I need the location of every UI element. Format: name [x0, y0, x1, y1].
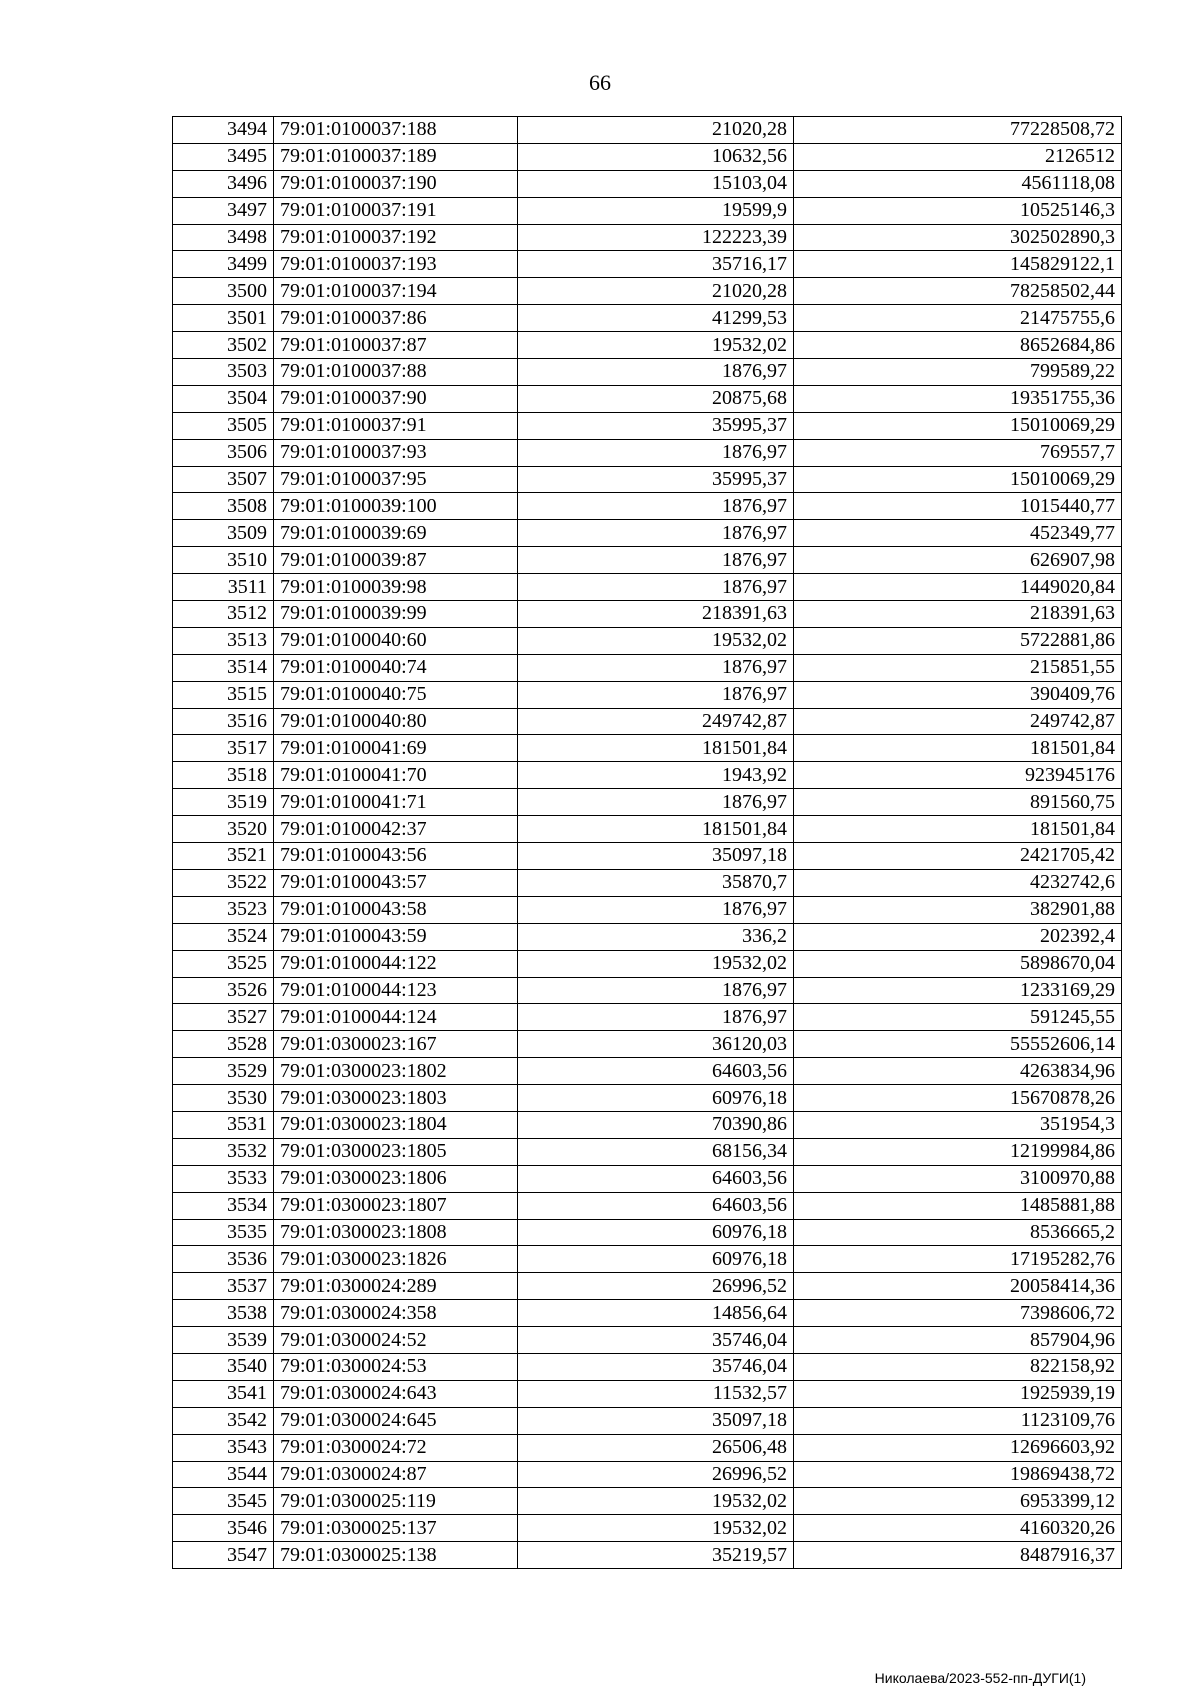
table-row	[173, 170, 1122, 197]
cadastral-value-cell: 77228508,72	[794, 117, 1122, 144]
cadastral-value-cell: 2126512	[794, 143, 1122, 170]
table-row	[173, 466, 1122, 493]
cadastral-number-cell: 79:01:0100042:37	[274, 816, 518, 843]
area-cell: 1876,97	[518, 654, 794, 681]
table-row	[173, 332, 1122, 359]
cadastral-number-cell: 79:01:0300025:119	[274, 1488, 518, 1515]
row-number-cell: 3535	[173, 1219, 274, 1246]
table-row	[173, 1273, 1122, 1300]
area-cell: 19532,02	[518, 950, 794, 977]
cadastral-value-cell: 626907,98	[794, 547, 1122, 574]
table-row	[173, 117, 1122, 144]
row-number-cell: 3541	[173, 1380, 274, 1407]
table-row	[173, 681, 1122, 708]
row-number-cell: 3494	[173, 117, 274, 144]
cadastral-number-cell: 79:01:0100041:69	[274, 735, 518, 762]
area-cell: 1876,97	[518, 896, 794, 923]
area-cell: 26996,52	[518, 1273, 794, 1300]
row-number-cell: 3511	[173, 574, 274, 601]
table-body	[173, 117, 1122, 1569]
cadastral-value-cell: 5722881,86	[794, 627, 1122, 654]
cadastral-value-cell: 382901,88	[794, 896, 1122, 923]
cadastral-value-cell: 857904,96	[794, 1327, 1122, 1354]
area-cell: 35219,57	[518, 1542, 794, 1569]
row-number-cell: 3547	[173, 1542, 274, 1569]
row-number-cell: 3545	[173, 1488, 274, 1515]
cadastral-number-cell: 79:01:0300024:72	[274, 1434, 518, 1461]
area-cell: 218391,63	[518, 601, 794, 628]
cadastral-value-cell: 6953399,12	[794, 1488, 1122, 1515]
cadastral-number-cell: 79:01:0100040:60	[274, 627, 518, 654]
cadastral-value-cell: 15670878,26	[794, 1085, 1122, 1112]
cadastral-value-cell: 1449020,84	[794, 574, 1122, 601]
row-number-cell: 3508	[173, 493, 274, 520]
area-cell: 35995,37	[518, 466, 794, 493]
table-row	[173, 1085, 1122, 1112]
table-row	[173, 493, 1122, 520]
cadastral-value-table	[172, 116, 1122, 1569]
cadastral-number-cell: 79:01:0100044:124	[274, 1004, 518, 1031]
table-row	[173, 627, 1122, 654]
cadastral-value-cell: 20058414,36	[794, 1273, 1122, 1300]
row-number-cell: 3534	[173, 1192, 274, 1219]
area-cell: 60976,18	[518, 1219, 794, 1246]
area-cell: 1876,97	[518, 681, 794, 708]
row-number-cell: 3544	[173, 1461, 274, 1488]
table-row	[173, 762, 1122, 789]
area-cell: 122223,39	[518, 224, 794, 251]
row-number-cell: 3516	[173, 708, 274, 735]
row-number-cell: 3501	[173, 305, 274, 332]
cadastral-value-cell: 202392,4	[794, 923, 1122, 950]
cadastral-number-cell: 79:01:0100041:70	[274, 762, 518, 789]
cadastral-number-cell: 79:01:0100043:57	[274, 869, 518, 896]
cadastral-value-cell: 8536665,2	[794, 1219, 1122, 1246]
area-cell: 1943,92	[518, 762, 794, 789]
cadastral-number-cell: 79:01:0300023:1803	[274, 1085, 518, 1112]
row-number-cell: 3539	[173, 1327, 274, 1354]
cadastral-number-cell: 79:01:0300023:167	[274, 1031, 518, 1058]
cadastral-number-cell: 79:01:0300023:1826	[274, 1246, 518, 1273]
area-cell: 26996,52	[518, 1461, 794, 1488]
table-row	[173, 224, 1122, 251]
row-number-cell: 3522	[173, 869, 274, 896]
area-cell: 21020,28	[518, 117, 794, 144]
cadastral-number-cell: 79:01:0100044:122	[274, 950, 518, 977]
row-number-cell: 3517	[173, 735, 274, 762]
cadastral-value-cell: 19351755,36	[794, 385, 1122, 412]
row-number-cell: 3504	[173, 385, 274, 412]
table-row	[173, 1327, 1122, 1354]
table-row	[173, 385, 1122, 412]
table-row	[173, 1138, 1122, 1165]
table-row	[173, 143, 1122, 170]
area-cell: 35097,18	[518, 1407, 794, 1434]
row-number-cell: 3513	[173, 627, 274, 654]
area-cell: 181501,84	[518, 816, 794, 843]
row-number-cell: 3521	[173, 843, 274, 870]
cadastral-value-cell: 249742,87	[794, 708, 1122, 735]
table-row	[173, 1165, 1122, 1192]
cadastral-number-cell: 79:01:0100037:95	[274, 466, 518, 493]
row-number-cell: 3502	[173, 332, 274, 359]
row-number-cell: 3496	[173, 170, 274, 197]
table-row	[173, 1380, 1122, 1407]
table-row	[173, 923, 1122, 950]
area-cell: 20875,68	[518, 385, 794, 412]
area-cell: 41299,53	[518, 305, 794, 332]
row-number-cell: 3531	[173, 1111, 274, 1138]
cadastral-value-cell: 12199984,86	[794, 1138, 1122, 1165]
page-number: 66	[589, 70, 611, 95]
area-cell: 1876,97	[518, 359, 794, 386]
area-cell: 35995,37	[518, 412, 794, 439]
cadastral-value-cell: 21475755,6	[794, 305, 1122, 332]
area-cell: 249742,87	[518, 708, 794, 735]
cadastral-value-cell: 390409,76	[794, 681, 1122, 708]
cadastral-value-cell: 4263834,96	[794, 1058, 1122, 1085]
table-row	[173, 601, 1122, 628]
table-row	[173, 1300, 1122, 1327]
cadastral-value-cell: 17195282,76	[794, 1246, 1122, 1273]
row-number-cell: 3506	[173, 439, 274, 466]
cadastral-value-cell: 181501,84	[794, 735, 1122, 762]
table-row	[173, 1219, 1122, 1246]
area-cell: 35746,04	[518, 1353, 794, 1380]
table-row	[173, 950, 1122, 977]
cadastral-value-cell: 799589,22	[794, 359, 1122, 386]
cadastral-number-cell: 79:01:0300023:1806	[274, 1165, 518, 1192]
cadastral-number-cell: 79:01:0100039:69	[274, 520, 518, 547]
cadastral-number-cell: 79:01:0100037:87	[274, 332, 518, 359]
cadastral-number-cell: 79:01:0300023:1804	[274, 1111, 518, 1138]
cadastral-value-cell: 351954,3	[794, 1111, 1122, 1138]
cadastral-value-cell: 769557,7	[794, 439, 1122, 466]
cadastral-value-cell: 591245,55	[794, 1004, 1122, 1031]
table-row	[173, 1111, 1122, 1138]
row-number-cell: 3546	[173, 1515, 274, 1542]
row-number-cell: 3540	[173, 1353, 274, 1380]
row-number-cell: 3527	[173, 1004, 274, 1031]
row-number-cell: 3528	[173, 1031, 274, 1058]
row-number-cell: 3519	[173, 789, 274, 816]
table-row	[173, 1246, 1122, 1273]
cadastral-number-cell: 79:01:0100037:192	[274, 224, 518, 251]
cadastral-value-cell: 3100970,88	[794, 1165, 1122, 1192]
cadastral-number-cell: 79:01:0100037:193	[274, 251, 518, 278]
table-row	[173, 735, 1122, 762]
cadastral-number-cell: 79:01:0100037:190	[274, 170, 518, 197]
area-cell: 36120,03	[518, 1031, 794, 1058]
area-cell: 35716,17	[518, 251, 794, 278]
table-row	[173, 412, 1122, 439]
row-number-cell: 3543	[173, 1434, 274, 1461]
area-cell: 1876,97	[518, 977, 794, 1004]
cadastral-value-cell: 7398606,72	[794, 1300, 1122, 1327]
cadastral-value-cell: 215851,55	[794, 654, 1122, 681]
cadastral-value-cell: 15010069,29	[794, 412, 1122, 439]
cadastral-number-cell: 79:01:0300025:137	[274, 1515, 518, 1542]
cadastral-value-cell: 5898670,04	[794, 950, 1122, 977]
cadastral-value-cell: 1123109,76	[794, 1407, 1122, 1434]
cadastral-number-cell: 79:01:0300023:1802	[274, 1058, 518, 1085]
area-cell: 1876,97	[518, 789, 794, 816]
area-cell: 26506,48	[518, 1434, 794, 1461]
row-number-cell: 3523	[173, 896, 274, 923]
table-row	[173, 574, 1122, 601]
table-row	[173, 977, 1122, 1004]
cadastral-number-cell: 79:01:0300023:1808	[274, 1219, 518, 1246]
row-number-cell: 3537	[173, 1273, 274, 1300]
cadastral-value-cell: 8487916,37	[794, 1542, 1122, 1569]
cadastral-value-cell: 1233169,29	[794, 977, 1122, 1004]
table-row	[173, 1434, 1122, 1461]
row-number-cell: 3503	[173, 359, 274, 386]
cadastral-value-cell: 822158,92	[794, 1353, 1122, 1380]
table-row	[173, 708, 1122, 735]
cadastral-value-cell: 891560,75	[794, 789, 1122, 816]
table-row	[173, 1004, 1122, 1031]
row-number-cell: 3500	[173, 278, 274, 305]
row-number-cell: 3532	[173, 1138, 274, 1165]
row-number-cell: 3505	[173, 412, 274, 439]
cadastral-value-cell: 8652684,86	[794, 332, 1122, 359]
cadastral-value-cell: 78258502,44	[794, 278, 1122, 305]
cadastral-value-cell: 15010069,29	[794, 466, 1122, 493]
cadastral-number-cell: 79:01:0100037:188	[274, 117, 518, 144]
cadastral-number-cell: 79:01:0100043:58	[274, 896, 518, 923]
cadastral-number-cell: 79:01:0100037:86	[274, 305, 518, 332]
row-number-cell: 3510	[173, 547, 274, 574]
cadastral-number-cell: 79:01:0100039:99	[274, 601, 518, 628]
cadastral-value-cell: 2421705,42	[794, 843, 1122, 870]
row-number-cell: 3514	[173, 654, 274, 681]
area-cell: 11532,57	[518, 1380, 794, 1407]
table-row	[173, 197, 1122, 224]
table-row	[173, 843, 1122, 870]
row-number-cell: 3525	[173, 950, 274, 977]
area-cell: 19532,02	[518, 1488, 794, 1515]
area-cell: 70390,86	[518, 1111, 794, 1138]
row-number-cell: 3518	[173, 762, 274, 789]
area-cell: 68156,34	[518, 1138, 794, 1165]
cadastral-number-cell: 79:01:0300024:53	[274, 1353, 518, 1380]
cadastral-value-cell: 4232742,6	[794, 869, 1122, 896]
table-row	[173, 305, 1122, 332]
area-cell: 19532,02	[518, 1515, 794, 1542]
cadastral-number-cell: 79:01:0100037:88	[274, 359, 518, 386]
table-row	[173, 1058, 1122, 1085]
row-number-cell: 3538	[173, 1300, 274, 1327]
table-row	[173, 278, 1122, 305]
table-row	[173, 520, 1122, 547]
cadastral-value-cell: 181501,84	[794, 816, 1122, 843]
cadastral-number-cell: 79:01:0300023:1805	[274, 1138, 518, 1165]
table-row	[173, 1407, 1122, 1434]
row-number-cell: 3520	[173, 816, 274, 843]
table-row	[173, 789, 1122, 816]
cadastral-number-cell: 79:01:0100044:123	[274, 977, 518, 1004]
row-number-cell: 3497	[173, 197, 274, 224]
cadastral-number-cell: 79:01:0300023:1807	[274, 1192, 518, 1219]
area-cell: 1876,97	[518, 547, 794, 574]
area-cell: 19599,9	[518, 197, 794, 224]
cadastral-value-cell: 923945176	[794, 762, 1122, 789]
area-cell: 336,2	[518, 923, 794, 950]
cadastral-number-cell: 79:01:0300024:645	[274, 1407, 518, 1434]
area-cell: 64603,56	[518, 1192, 794, 1219]
cadastral-value-cell: 4160320,26	[794, 1515, 1122, 1542]
row-number-cell: 3509	[173, 520, 274, 547]
table-row	[173, 439, 1122, 466]
cadastral-number-cell: 79:01:0300024:52	[274, 1327, 518, 1354]
row-number-cell: 3498	[173, 224, 274, 251]
area-cell: 181501,84	[518, 735, 794, 762]
cadastral-value-cell: 4561118,08	[794, 170, 1122, 197]
row-number-cell: 3495	[173, 143, 274, 170]
area-cell: 19532,02	[518, 627, 794, 654]
area-cell: 1876,97	[518, 1004, 794, 1031]
table-row	[173, 1031, 1122, 1058]
row-number-cell: 3499	[173, 251, 274, 278]
area-cell: 35746,04	[518, 1327, 794, 1354]
row-number-cell: 3529	[173, 1058, 274, 1085]
row-number-cell: 3530	[173, 1085, 274, 1112]
table-row	[173, 816, 1122, 843]
document-footer-code: Николаева/2023-552-пп-ДУГИ(1)	[874, 1670, 1086, 1686]
cadastral-number-cell: 79:01:0100040:80	[274, 708, 518, 735]
cadastral-number-cell: 79:01:0100043:59	[274, 923, 518, 950]
cadastral-number-cell: 79:01:0100037:90	[274, 385, 518, 412]
cadastral-value-cell: 302502890,3	[794, 224, 1122, 251]
table-row	[173, 1461, 1122, 1488]
cadastral-value-cell: 55552606,14	[794, 1031, 1122, 1058]
area-cell: 14856,64	[518, 1300, 794, 1327]
table-row	[173, 1192, 1122, 1219]
area-cell: 15103,04	[518, 170, 794, 197]
table-row	[173, 1353, 1122, 1380]
table-row	[173, 654, 1122, 681]
cadastral-number-cell: 79:01:0100037:91	[274, 412, 518, 439]
area-cell: 1876,97	[518, 574, 794, 601]
cadastral-number-cell: 79:01:0100039:87	[274, 547, 518, 574]
row-number-cell: 3515	[173, 681, 274, 708]
row-number-cell: 3536	[173, 1246, 274, 1273]
cadastral-number-cell: 79:01:0100037:189	[274, 143, 518, 170]
table-row	[173, 896, 1122, 923]
table-row	[173, 251, 1122, 278]
area-cell: 64603,56	[518, 1165, 794, 1192]
cadastral-value-cell: 1485881,88	[794, 1192, 1122, 1219]
cadastral-value-cell: 1015440,77	[794, 493, 1122, 520]
cadastral-value-cell: 10525146,3	[794, 197, 1122, 224]
row-number-cell: 3512	[173, 601, 274, 628]
area-cell: 1876,97	[518, 520, 794, 547]
cadastral-number-cell: 79:01:0100039:100	[274, 493, 518, 520]
cadastral-value-cell: 145829122,1	[794, 251, 1122, 278]
row-number-cell: 3542	[173, 1407, 274, 1434]
row-number-cell: 3533	[173, 1165, 274, 1192]
cadastral-number-cell: 79:01:0300024:87	[274, 1461, 518, 1488]
cadastral-number-cell: 79:01:0100037:194	[274, 278, 518, 305]
cadastral-number-cell: 79:01:0100037:93	[274, 439, 518, 466]
cadastral-number-cell: 79:01:0300024:358	[274, 1300, 518, 1327]
table-row	[173, 1488, 1122, 1515]
cadastral-number-cell: 79:01:0100039:98	[274, 574, 518, 601]
row-number-cell: 3524	[173, 923, 274, 950]
cadastral-value-cell: 1925939,19	[794, 1380, 1122, 1407]
table-row	[173, 359, 1122, 386]
area-cell: 1876,97	[518, 493, 794, 520]
area-cell: 35097,18	[518, 843, 794, 870]
area-cell: 19532,02	[518, 332, 794, 359]
cadastral-value-cell: 218391,63	[794, 601, 1122, 628]
row-number-cell: 3526	[173, 977, 274, 1004]
cadastral-number-cell: 79:01:0300024:289	[274, 1273, 518, 1300]
table-row	[173, 1515, 1122, 1542]
cadastral-number-cell: 79:01:0100040:74	[274, 654, 518, 681]
cadastral-number-cell: 79:01:0300025:138	[274, 1542, 518, 1569]
table-row	[173, 869, 1122, 896]
cadastral-number-cell: 79:01:0100040:75	[274, 681, 518, 708]
cadastral-value-cell: 12696603,92	[794, 1434, 1122, 1461]
cadastral-number-cell: 79:01:0300024:643	[274, 1380, 518, 1407]
cadastral-number-cell: 79:01:0100037:191	[274, 197, 518, 224]
cadastral-value-cell: 452349,77	[794, 520, 1122, 547]
area-cell: 64603,56	[518, 1058, 794, 1085]
table-row	[173, 547, 1122, 574]
cadastral-number-cell: 79:01:0100041:71	[274, 789, 518, 816]
row-number-cell: 3507	[173, 466, 274, 493]
cadastral-number-cell: 79:01:0100043:56	[274, 843, 518, 870]
cadastral-value-cell: 19869438,72	[794, 1461, 1122, 1488]
area-cell: 60976,18	[518, 1085, 794, 1112]
area-cell: 10632,56	[518, 143, 794, 170]
area-cell: 1876,97	[518, 439, 794, 466]
area-cell: 35870,7	[518, 869, 794, 896]
area-cell: 60976,18	[518, 1246, 794, 1273]
area-cell: 21020,28	[518, 278, 794, 305]
table-row	[173, 1542, 1122, 1569]
